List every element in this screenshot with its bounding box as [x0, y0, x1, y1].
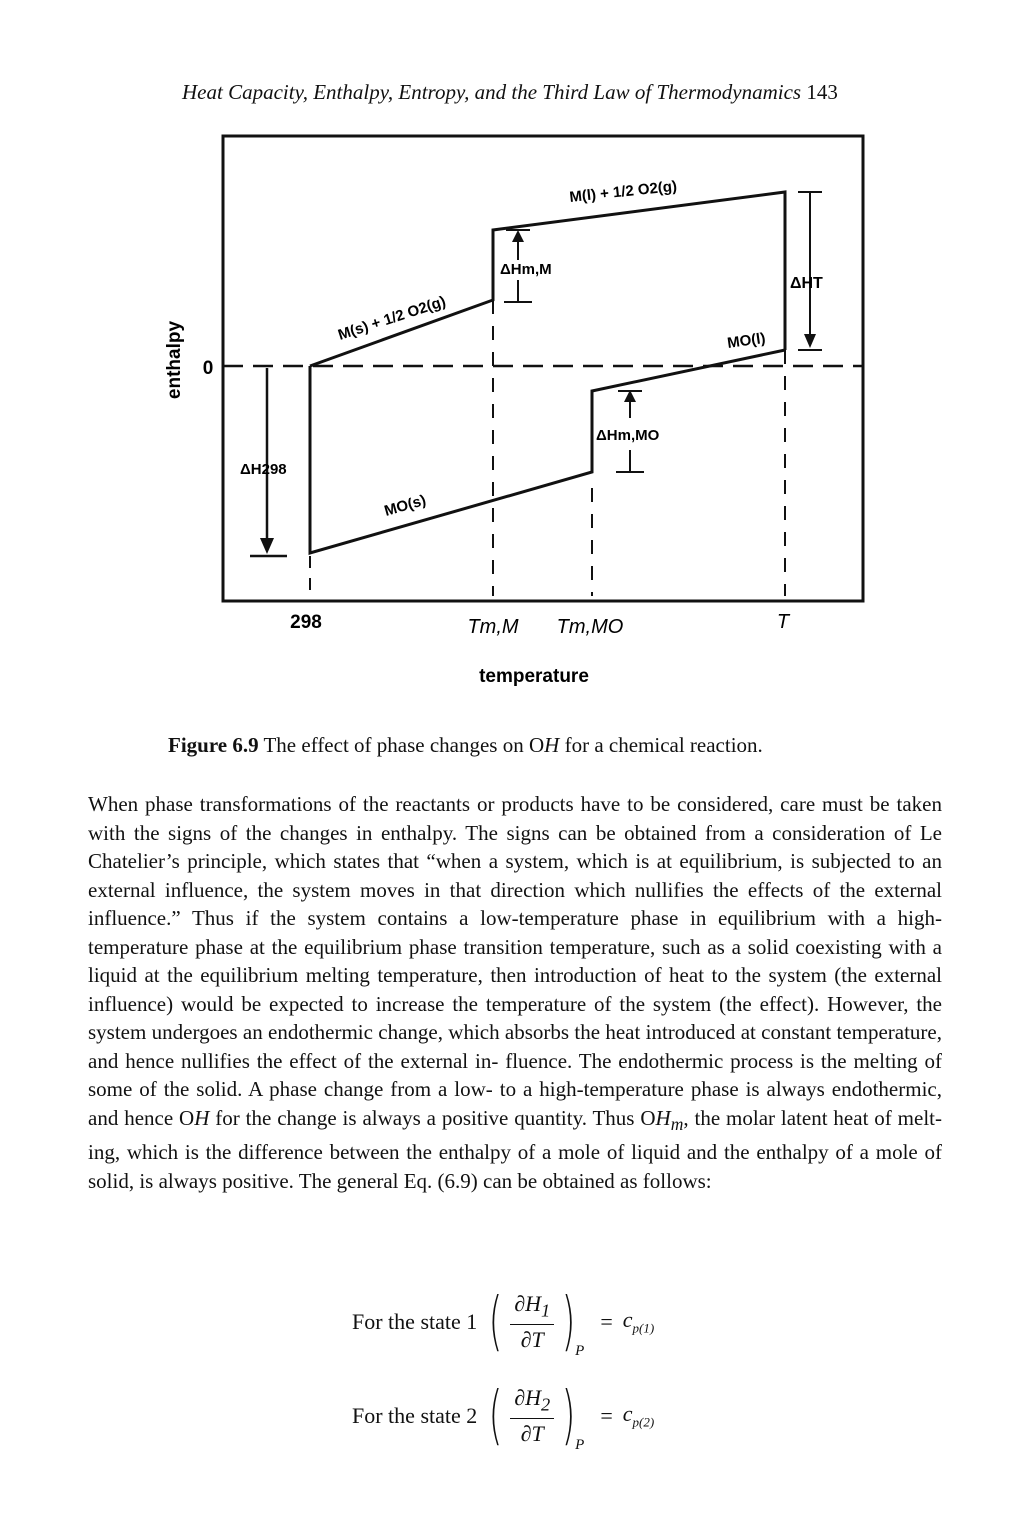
label-dh-melt-mo: ΔHm,MO [596, 427, 660, 444]
tick-298: 298 [290, 612, 322, 633]
label-product-solid: MO(s) [382, 491, 428, 520]
page-number: 143 [806, 80, 838, 104]
label-reactants-solid: M(s) + 1/2 O2(g) [335, 292, 448, 344]
equals-sign: = [600, 1403, 613, 1428]
label-dh-t: ΔHT [790, 275, 823, 292]
tick-tm-m: Tm,M [467, 616, 519, 638]
tick-tm-mo: Tm,MO [556, 616, 624, 638]
left-paren: ( [488, 1379, 503, 1453]
enthalpy-temperature-figure [150, 128, 890, 708]
label-dh298: ΔH298 [240, 461, 287, 478]
y-axis-label: enthalpy [164, 320, 185, 400]
paragraph-part-1: When phase transformations of the reactants or products have to be considered, care must be taken with the signs of the changes in enthalpy. The signs can be obtained from a consideration of Le Chatelier’s principle, which states that “when a system, which is at equilibrium, is subjected to an external influence, the system moves in that direction which nullifies the effects of the external influence.” Thus if the system contains a low-temperature phase in equilibrium with a high-temperature phase at the equilibrium phase transition temperature, such as a solid coexisting with a liquid at the equilibrium melting temperature, then introduction of heat to the system (the external influence) would be expected to increase the temperature of the system (the effect). However, the system undergoes an endothermic change, which absorbs the heat introduced at constant temperature, and hence nullifies the effect of the external in- fluence. The endothermic process is the melting of some of the solid. A phase change from a low- to a high-temperature phase is always endothermic, and hence O [88, 792, 942, 1130]
products-curve [310, 350, 785, 553]
y-zero-label: 0 [202, 358, 214, 379]
figure-svg [150, 128, 890, 708]
fraction-denominator: ∂T [520, 1326, 544, 1352]
partial-fraction [510, 1291, 554, 1352]
equation-state-1 [352, 1280, 712, 1364]
symbol-h-1: H [194, 1105, 210, 1130]
caption-text-before: The effect of phase changes on O [263, 733, 545, 757]
equation-label: For the state 2 [352, 1403, 478, 1428]
constant-pressure-subscript: P [575, 1437, 585, 1453]
right-paren: ) [561, 1285, 576, 1359]
right-paren: ) [561, 1379, 576, 1453]
equations-block [352, 1280, 712, 1468]
tick-t: T [776, 611, 790, 633]
body-paragraph [88, 790, 942, 1195]
constant-pressure-subscript: P [575, 1343, 585, 1359]
plot-frame [223, 136, 863, 601]
caption-text-after: for a chemical reaction. [564, 733, 763, 757]
dh298-arrowhead [260, 538, 274, 554]
label-dh-melt-m: ΔHm,M [500, 261, 552, 278]
caption-symbol: H [544, 733, 560, 757]
running-title: Heat Capacity, Enthalpy, Entropy, and the Third Law of Thermodynamics [182, 80, 802, 104]
symbol-h-2: H [655, 1105, 671, 1130]
equation-label: For the state 1 [352, 1309, 478, 1334]
dht-arrowhead [804, 334, 816, 348]
fraction-denominator: ∂T [520, 1420, 544, 1446]
equals-sign: = [600, 1309, 613, 1334]
heat-capacity: $c_{p(2)}$ [622, 1401, 655, 1430]
left-paren: ( [488, 1285, 503, 1359]
label-reactants-liquid: M(l) + 1/2 O2(g) [568, 177, 678, 206]
running-head [182, 80, 942, 105]
reactants-curve [310, 192, 785, 366]
equation-state-2 [352, 1374, 712, 1458]
fraction-numerator: $\partial H_1$ [510, 1291, 554, 1324]
heat-capacity: $c_{p(1)}$ [622, 1307, 655, 1336]
caption-label: Figure 6.9 [168, 733, 259, 757]
paragraph-part-3: , the molar latent heat of melt- ing, which is the difference between the enthalpy of a mole of liquid and the enthalpy of a mole of solid, is always positive. The general Eq. (6.9) can be obtained as follows: [88, 1105, 942, 1193]
paragraph-part-2: for the change is always a positive quantity. Thus O [209, 1105, 656, 1130]
fraction-numerator: $\partial H_2$ [510, 1385, 554, 1418]
symbol-sub-m: m [670, 1113, 684, 1134]
partial-fraction [510, 1385, 554, 1446]
label-product-liquid: MO(l) [726, 329, 767, 352]
figure-caption [168, 733, 888, 758]
dhmm-arrowhead [512, 230, 524, 242]
x-axis-label: temperature [479, 666, 589, 687]
